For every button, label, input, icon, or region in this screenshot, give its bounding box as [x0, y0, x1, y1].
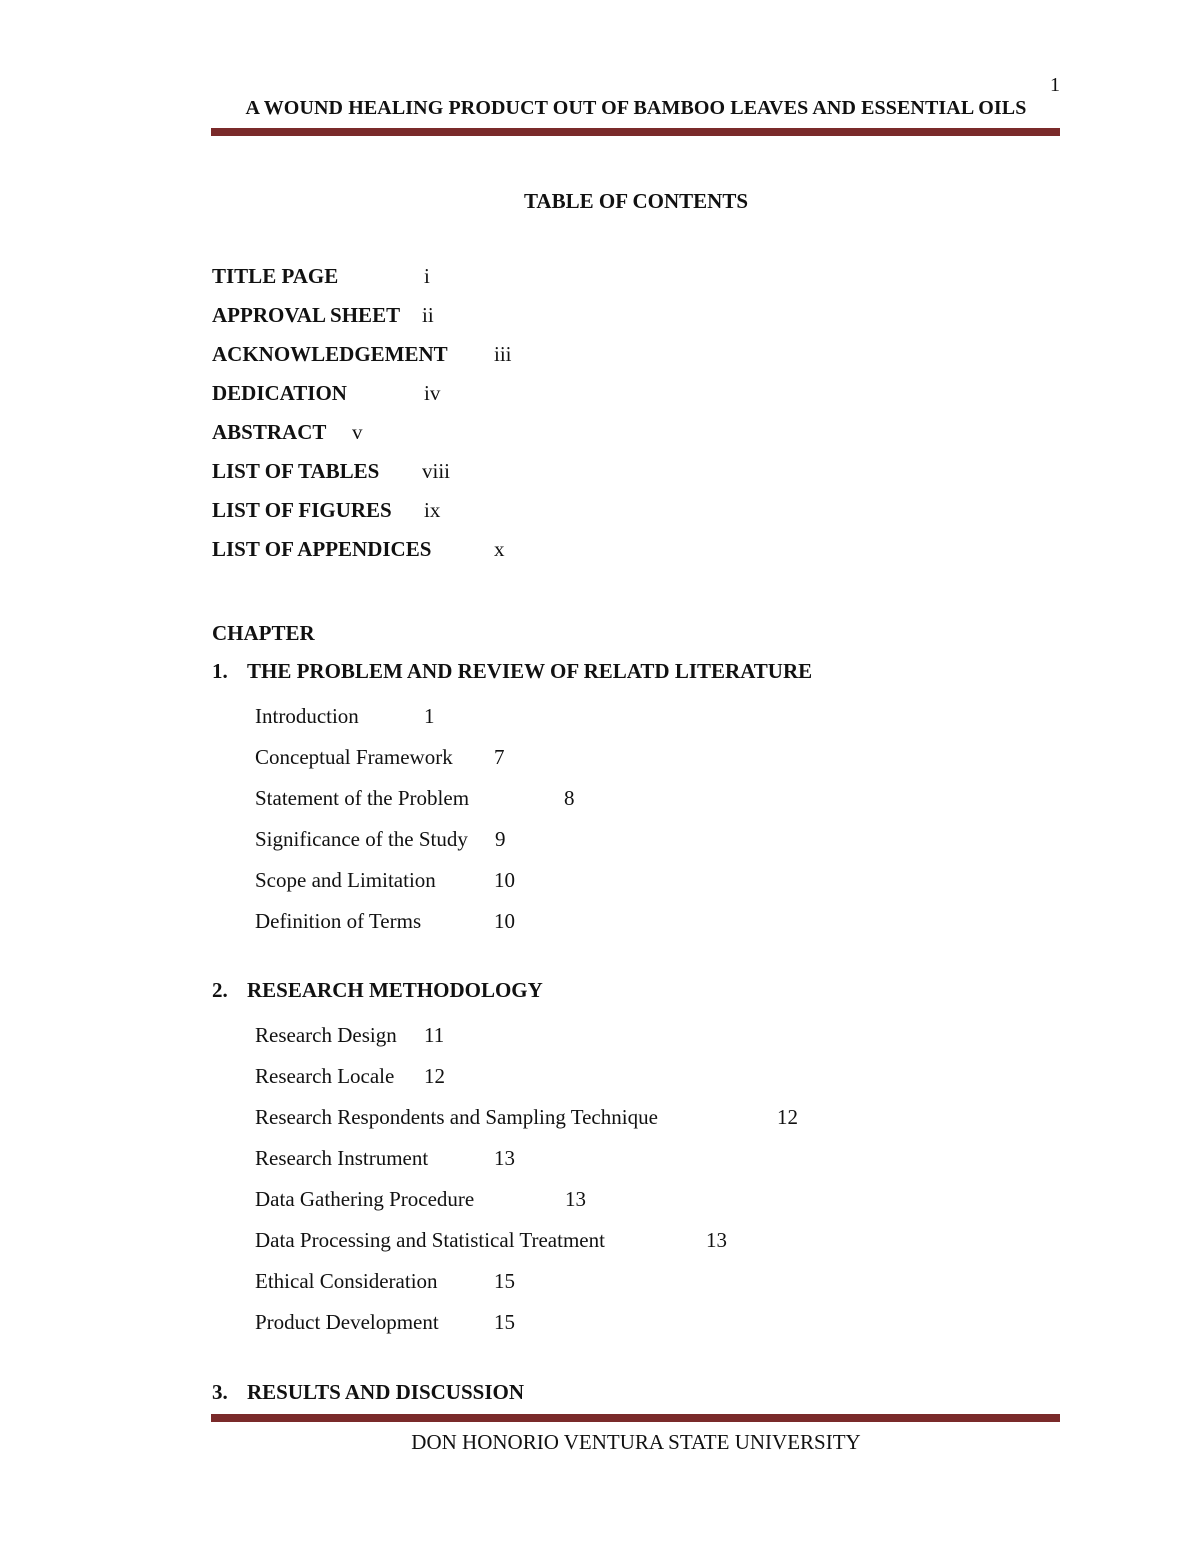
toc-sub-page: 13 [565, 1187, 586, 1211]
toc-heading: TABLE OF CONTENTS [523, 189, 749, 213]
toc-sub-entry: Significance of the Study [255, 827, 468, 851]
toc-page-abstract: v [352, 420, 363, 444]
toc-sub-entry: Research Instrument [255, 1146, 429, 1170]
toc-sub-page: 13 [494, 1146, 515, 1170]
running-title: A WOUND HEALING PRODUCT OUT OF BAMBOO LEAVES AND ESSENTIAL OILS [245, 97, 1027, 119]
toc-sub-page: 9 [495, 827, 506, 851]
header-rule [211, 128, 1060, 136]
toc-sub-page: 1 [424, 704, 435, 728]
chapter-number: 1. [212, 659, 228, 683]
toc-sub-entry: Conceptual Framework [255, 745, 453, 769]
toc-sub-entry: Statement of the Problem [255, 786, 470, 810]
toc-sub-entry: Research Respondents and Sampling Technique [255, 1105, 658, 1129]
toc-sub-page: 13 [706, 1228, 727, 1252]
toc-sub-page: 10 [494, 909, 515, 933]
toc-entry-approval-sheet: APPROVAL SHEET [212, 303, 401, 327]
toc-sub-page: 15 [494, 1269, 515, 1293]
toc-sub-entry: Definition of Terms [255, 909, 422, 933]
toc-page-acknowledgement: iii [494, 342, 512, 366]
toc-entry-abstract: ABSTRACT [212, 420, 327, 444]
chapter-number: 2. [212, 978, 228, 1002]
toc-sub-entry: Research Design [255, 1023, 397, 1047]
toc-sub-entry: Scope and Limitation [255, 868, 436, 892]
toc-sub-entry: Data Gathering Procedure [255, 1187, 475, 1211]
toc-sub-entry: Ethical Consideration [255, 1269, 438, 1293]
footer-rule [211, 1414, 1060, 1422]
toc-page-list-of-tables: viii [422, 459, 451, 483]
chapter-title: RESEARCH METHODOLOGY [247, 978, 543, 1002]
toc-sub-page: 15 [494, 1310, 515, 1334]
toc-sub-page: 8 [564, 786, 575, 810]
toc-sub-entry: Introduction [255, 704, 359, 728]
toc-sub-entry: Data Processing and Statistical Treatment [255, 1228, 605, 1252]
toc-page-dedication: iv [424, 381, 441, 405]
toc-page-title-page: i [424, 264, 430, 288]
toc-entry-list-of-appendices: LIST OF APPENDICES [212, 537, 432, 561]
chapter-label: CHAPTER [212, 621, 315, 645]
chapter-title: RESULTS AND DISCUSSION [247, 1380, 524, 1404]
toc-entry-list-of-figures: LIST OF FIGURES [212, 498, 392, 522]
toc-sub-page: 11 [424, 1023, 445, 1047]
toc-sub-page: 12 [777, 1105, 798, 1129]
page-number: 1 [1050, 74, 1060, 96]
toc-sub-entry: Research Locale [255, 1064, 395, 1088]
chapter-number: 3. [212, 1380, 228, 1404]
toc-sub-page: 10 [494, 868, 515, 892]
toc-sub-entry: Product Development [255, 1310, 439, 1334]
toc-sub-page: 12 [424, 1064, 445, 1088]
toc-entry-acknowledgement: ACKNOWLEDGEMENT [212, 342, 448, 366]
toc-page-list-of-figures: ix [424, 498, 441, 522]
toc-entry-title-page: TITLE PAGE [212, 264, 339, 288]
toc-entry-dedication: DEDICATION [212, 381, 347, 405]
toc-entry-list-of-tables: LIST OF TABLES [212, 459, 380, 483]
toc-sub-page: 7 [494, 745, 505, 769]
toc-page-list-of-appendices: x [494, 537, 505, 561]
toc-page-approval-sheet: ii [422, 303, 434, 327]
footer-institution: DON HONORIO VENTURA STATE UNIVERSITY [411, 1430, 861, 1454]
chapter-title: THE PROBLEM AND REVIEW OF RELATD LITERATURE [247, 659, 813, 683]
